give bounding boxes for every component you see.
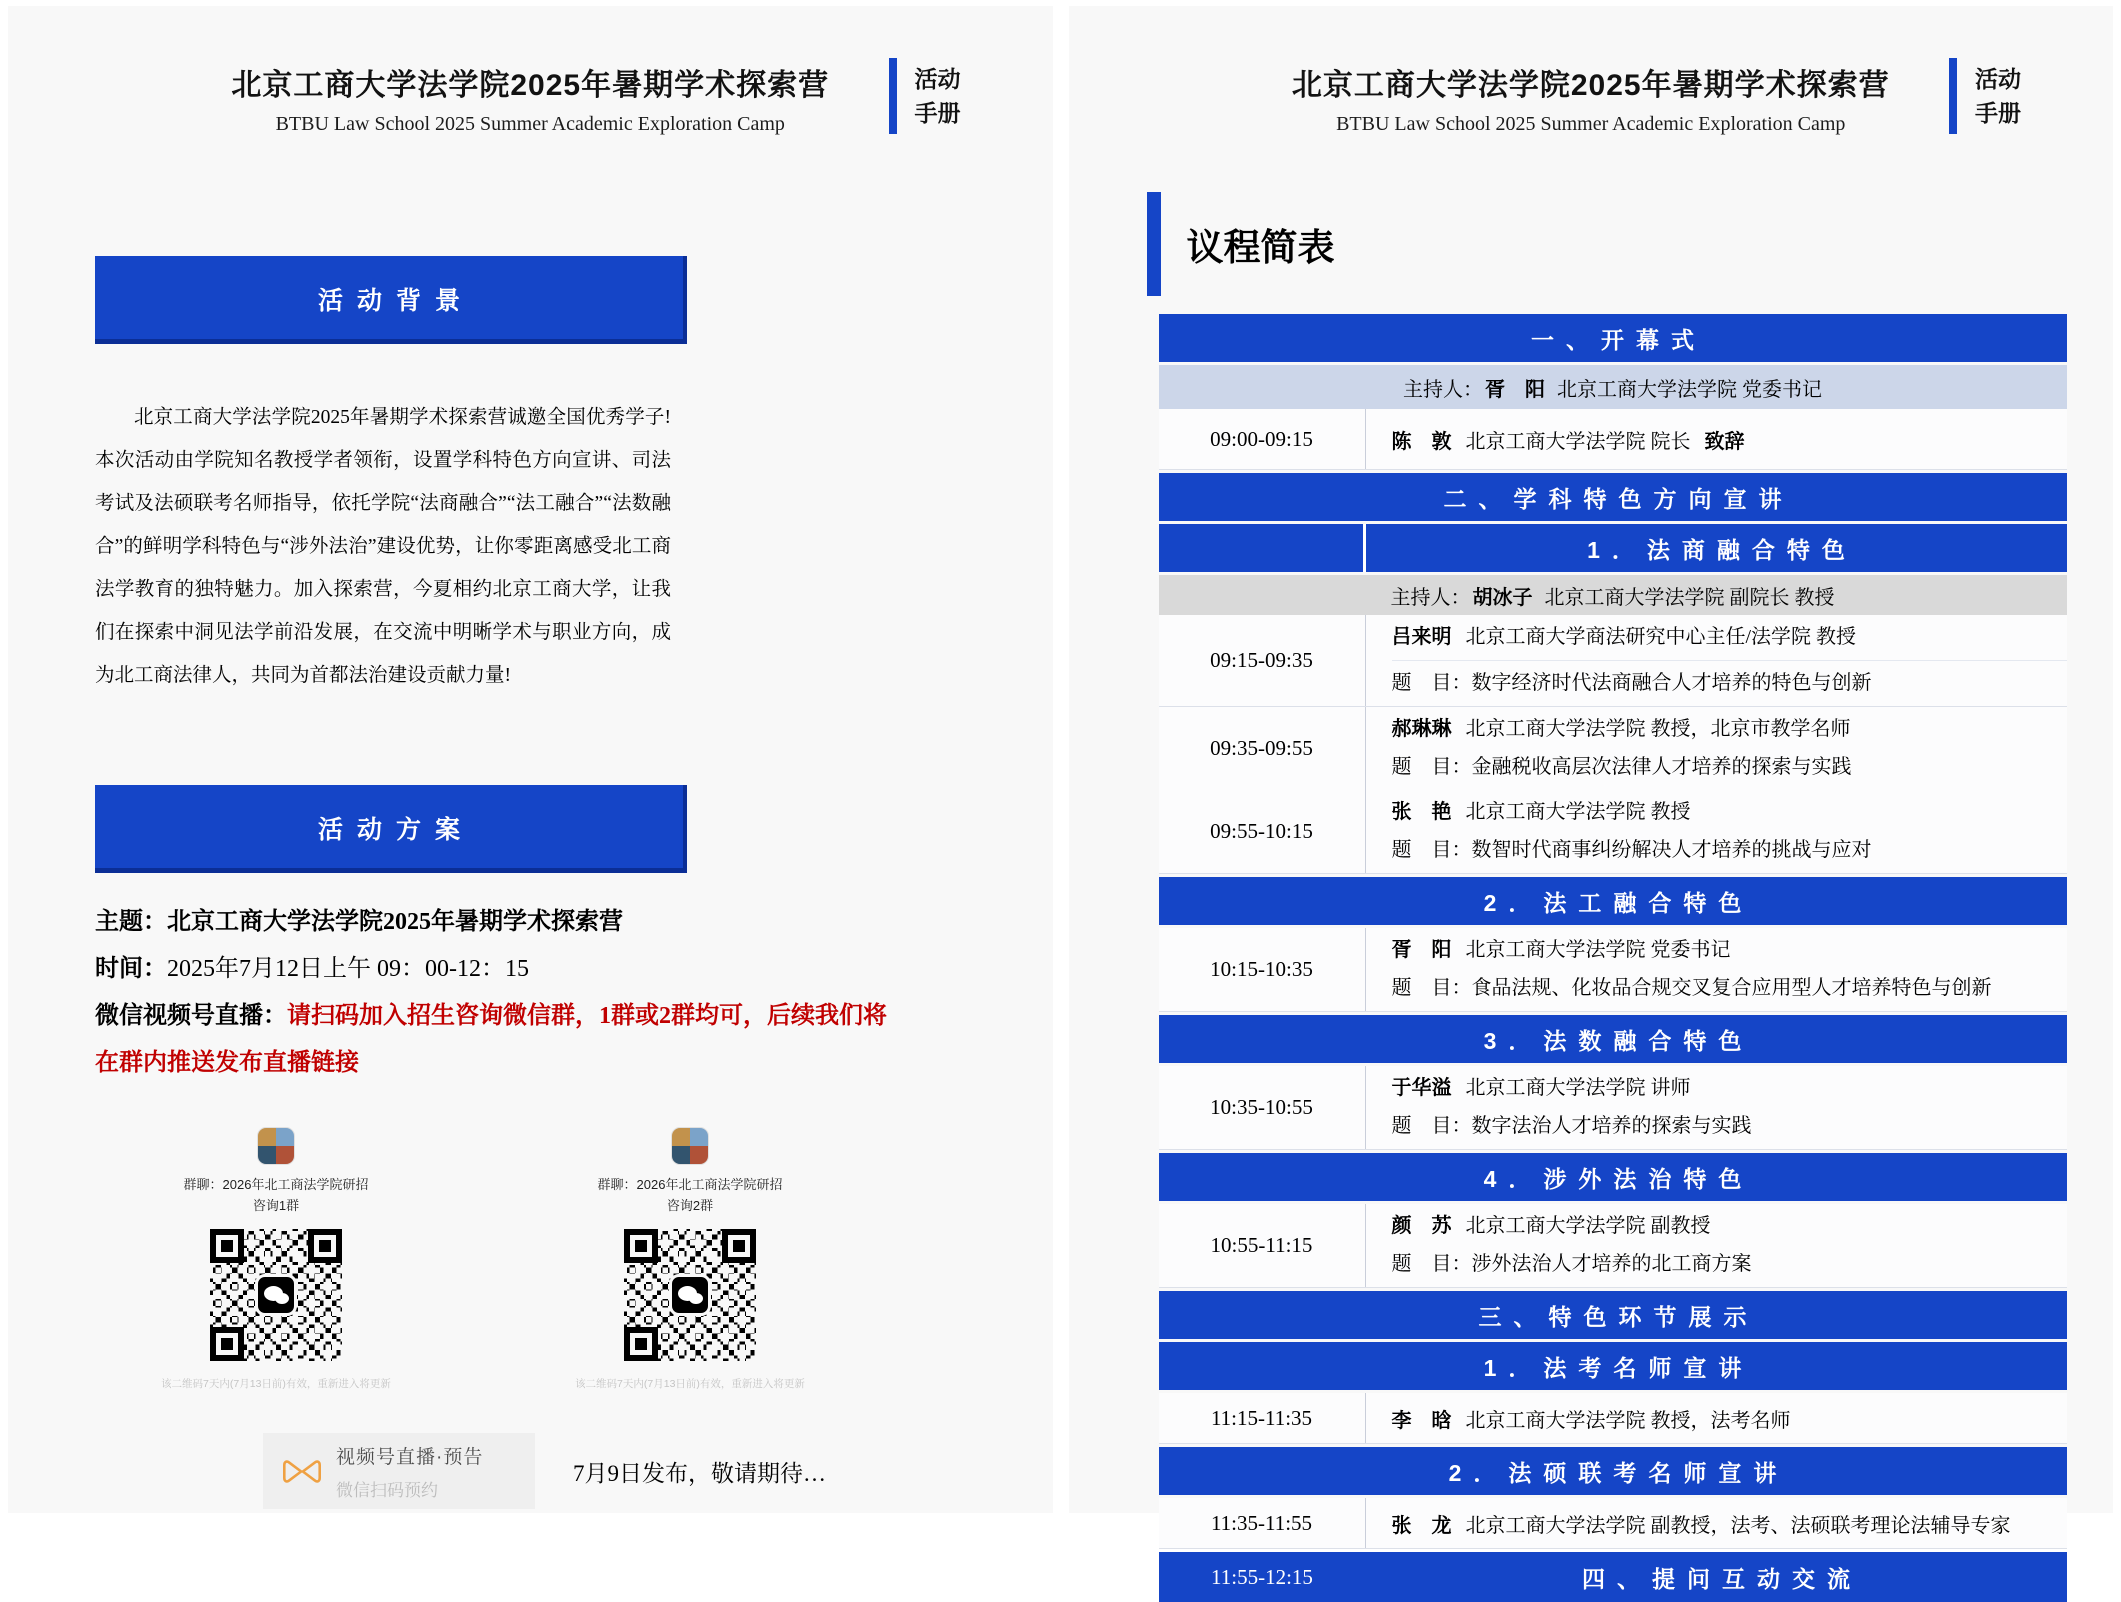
speaker-role-tail: 致辞 [1704, 430, 1745, 453]
booklet-label [1975, 62, 2021, 131]
speaker-affiliation: 北京工商大学法学院 党委书记 [1465, 939, 1731, 961]
moderator-label: 主持人： [1403, 379, 1483, 401]
plan-time-value: 2025年7月12日上午 09：00-12：15 [167, 956, 529, 982]
page-header [1069, 56, 2114, 172]
time-cell: 09:55-10:15 [1159, 790, 1366, 873]
speaker-line [1392, 1074, 2067, 1103]
topic-text: 金融税收高层次法律人才培养的探索与实践 [1471, 756, 1852, 778]
page-left [8, 6, 1053, 1513]
schedule-moderator-row [1159, 365, 2067, 409]
schedule-session-row [1159, 1393, 2067, 1444]
speaker-name: 郝琳琳 [1391, 718, 1452, 740]
qr-finder-icon [722, 1229, 756, 1263]
agenda-heading [1147, 192, 2114, 296]
schedule-banner: 2．法工融合特色 [1159, 877, 2067, 925]
speaker-affiliation: 北京工商大学法学院 院长 [1465, 430, 1691, 453]
plan-live-label: 微信视频号直播： [95, 1003, 287, 1029]
speaker-line [1392, 715, 2067, 744]
topic-line [1392, 753, 2067, 782]
time-cell: 09:35-09:55 [1159, 707, 1366, 790]
qr-caption-line2: 咨询1群 [252, 1198, 300, 1213]
speaker-affiliation: 北京工商大学法学院 副教授，法考、法硕联考理论法辅导专家 [1465, 1514, 2011, 1537]
channels-icon [283, 1458, 321, 1485]
time-cell: 10:35-10:55 [1159, 1066, 1366, 1149]
section-banner-plan: 活动方案 [95, 785, 687, 873]
booklet-line2: 手册 [1975, 100, 2021, 126]
booklet-badge [1949, 58, 2021, 134]
schedule-banner: 2．法硕联考名师宣讲 [1159, 1447, 2067, 1495]
live-card [263, 1433, 535, 1509]
session-body [1366, 928, 2067, 1011]
speaker-line [1392, 623, 2067, 661]
schedule-banner-split [1159, 524, 2067, 572]
page-right [1069, 6, 2114, 1592]
qr-validity-note: 该二维码7天内(7月13日前)有效，重新进入将更新 [575, 1378, 805, 1390]
time-cell: 09:00-09:15 [1159, 409, 1366, 469]
time-cell: 11:15-11:35 [1159, 1393, 1366, 1443]
doc-title: 北京工商大学法学院2025年暑期学术探索营 [231, 69, 830, 102]
speaker-name: 李 晗 [1391, 1409, 1452, 1432]
booklet-line1: 活动 [1975, 65, 2021, 92]
schedule-banner-left-cell [1159, 524, 1366, 572]
speaker-line [1392, 798, 2067, 827]
qr-caption-line1: 群聊：2026年北工商法学院研招 [183, 1177, 369, 1192]
group-avatar-icon [257, 1127, 295, 1165]
speaker-affiliation: 北京工商大学法学院 教授 [1465, 801, 1691, 823]
doc-subtitle: BTBU Law School 2025 Summer Academic Exploration Camp [1336, 113, 1846, 135]
qr-caption-line1: 群聊：2026年北工商法学院研招 [597, 1177, 783, 1192]
speaker-affiliation: 北京工商大学法学院 副教授 [1465, 1215, 1711, 1237]
plan-theme-label: 主题： [95, 909, 167, 935]
topic-line [1392, 836, 2067, 865]
booklet-line1: 活动 [914, 65, 961, 92]
speaker-name: 张 龙 [1391, 1514, 1452, 1537]
wechat-icon [255, 1274, 297, 1316]
topic-label: 题 目： [1391, 977, 1472, 999]
qr-caption [138, 1174, 414, 1216]
qr-finder-icon [308, 1229, 342, 1263]
session-body [1366, 1393, 2067, 1443]
topic-label: 题 目： [1391, 1115, 1472, 1137]
session-body [1366, 615, 2067, 706]
session-body [1366, 1498, 2067, 1548]
schedule-session-row [1159, 707, 2067, 790]
time-cell: 10:55-11:15 [1159, 1204, 1366, 1287]
plan-time-line [95, 946, 887, 993]
topic-text: 数字法治人才培养的探索与实践 [1471, 1115, 1752, 1137]
time-cell: 11:35-11:55 [1159, 1498, 1366, 1548]
plan-theme-line [95, 899, 887, 946]
topic-text: 数智时代商事纠纷解决人才培养的挑战与应对 [1471, 839, 1872, 861]
schedule-banner-opening: 一、开幕式 [1159, 314, 2067, 362]
wechat-icon [669, 1274, 711, 1316]
session-body [1366, 1204, 2067, 1287]
qr-group-1 [138, 1127, 414, 1391]
schedule-session-row [1159, 409, 2067, 470]
schedule-moderator-row [1159, 575, 2067, 615]
topic-text: 涉外法治人才培养的北工商方案 [1471, 1253, 1752, 1275]
schedule-banner-section3: 三、特色环节展示 [1159, 1291, 2067, 1339]
qr-finder-icon [624, 1327, 658, 1361]
topic-line [1392, 1250, 2067, 1279]
doc-title: 北京工商大学法学院2025年暑期学术探索营 [1291, 69, 1890, 102]
speaker-name: 张 艳 [1391, 801, 1452, 823]
topic-label: 题 目： [1391, 1253, 1472, 1275]
schedule-banner-section2: 二、学科特色方向宣讲 [1159, 473, 2067, 521]
booklet-label [915, 62, 961, 131]
schedule-session-row [1159, 928, 2067, 1012]
background-paragraph: 北京工商大学法学院2025年暑期学术探索营诚邀全国优秀学子!本次活动由学院知名教授学者领衔，设置学科特色方向宣讲、司法考试及法硕联考名师指导，依托学院“法商融合”“法工融合”“法数融合”的鲜明学科特色与“涉外法治”建设优势，让你零距离感受北工商法学教育的独特魅力。加入探索营，今夏相约北京工商大学，让我们在探索中洞见法学前沿发展，在交流中明晰学术与职业方向，成为北工商法律人，共同为首都法治建设贡献力量! [95, 407, 671, 686]
schedule-table [1159, 314, 2067, 1602]
topic-label: 题 目： [1391, 756, 1472, 778]
schedule-banner-title: 1．法商融合特色 [1587, 537, 1857, 563]
schedule-session-row [1159, 790, 2067, 874]
live-card-subtitle: 微信扫码预约 [336, 1480, 438, 1500]
qr-code [624, 1229, 756, 1361]
moderator-label: 主持人： [1390, 587, 1471, 609]
topic-label: 题 目： [1391, 672, 1472, 694]
qr-finder-icon [210, 1327, 244, 1361]
live-preview-section [263, 1433, 1053, 1509]
qr-caption [552, 1174, 828, 1216]
live-release-note: 7月9日发布，敬请期待… [573, 1460, 826, 1486]
speaker-name: 颜 苏 [1391, 1215, 1452, 1237]
header-divider-bar [889, 58, 897, 134]
left-content-column [95, 256, 887, 1087]
speaker-name: 胥 阳 [1391, 939, 1452, 961]
qr-finder-icon [624, 1229, 658, 1263]
qr-finder-icon [210, 1229, 244, 1263]
schedule-banner: 1．法考名师宣讲 [1159, 1342, 2067, 1390]
topic-text: 数字经济时代法商融合人才培养的特色与创新 [1471, 672, 1872, 694]
schedule-session-row [1159, 1066, 2067, 1150]
section-banner-background: 活动背景 [95, 256, 687, 344]
schedule-session-row [1159, 1498, 2067, 1549]
topic-line [1392, 1112, 2067, 1141]
schedule-session-row [1159, 615, 2067, 707]
moderator-affiliation: 北京工商大学法学院 副院长 教授 [1544, 587, 1835, 609]
speaker-affiliation: 北京工商大学法学院 讲师 [1465, 1077, 1691, 1099]
final-row-title: 四、提问互动交流 [1582, 1566, 1862, 1592]
time-cell: 09:15-09:35 [1159, 615, 1366, 706]
moderator-name: 胡冰子 [1472, 587, 1533, 609]
topic-label: 题 目： [1391, 839, 1472, 861]
booklet-line2: 手册 [914, 100, 961, 126]
plan-details [95, 899, 887, 1087]
booklet-badge [889, 58, 961, 134]
speaker-name: 陈 敦 [1391, 430, 1452, 453]
session-body [1366, 409, 2067, 469]
topic-line [1392, 669, 2067, 698]
live-card-text [336, 1442, 483, 1501]
agenda-title: 议程简表 [1186, 227, 1335, 268]
agenda-accent-bar [1147, 192, 1161, 296]
schedule-banner: 3．法数融合特色 [1159, 1015, 2067, 1063]
session-body [1366, 707, 2067, 790]
page-header [8, 56, 1053, 172]
speaker-affiliation: 北京工商大学法学院 教授，北京市教学名师 [1465, 718, 1851, 740]
speaker-affiliation: 北京工商大学法学院 教授，法考名师 [1465, 1409, 1791, 1432]
qr-group-2 [552, 1127, 828, 1391]
time-cell: 10:15-10:35 [1159, 928, 1366, 1011]
qr-validity-note: 该二维码7天内(7月13日前)有效，重新进入将更新 [161, 1378, 391, 1390]
qr-code [210, 1229, 342, 1361]
live-card-title: 视频号直播·预告 [336, 1446, 484, 1468]
schedule-final-row [1159, 1552, 2067, 1602]
session-body [1366, 790, 2067, 873]
speaker-name: 于华溢 [1391, 1077, 1452, 1099]
moderator-affiliation: 北京工商大学法学院 党委书记 [1557, 379, 1822, 401]
speaker-name: 吕来明 [1391, 626, 1452, 648]
speaker-line [1392, 1212, 2067, 1241]
qr-caption-line2: 咨询2群 [666, 1198, 714, 1213]
header-divider-bar [1949, 58, 1957, 134]
schedule-banner: 4．涉外法治特色 [1159, 1153, 2067, 1201]
speaker-affiliation: 北京工商大学商法研究中心主任/法学院 教授 [1465, 626, 1857, 648]
group-avatar-icon [671, 1127, 709, 1165]
session-body [1366, 1066, 2067, 1149]
topic-line [1392, 974, 2067, 1003]
schedule-session-row [1159, 1204, 2067, 1288]
plan-live-notice: 请扫码加入招生咨询微信群，1群或2群均可，后续我们将在群内推送发布直播链接 [95, 1003, 887, 1076]
doc-subtitle: BTBU Law School 2025 Summer Academic Exploration Camp [275, 113, 785, 135]
plan-theme-value: 北京工商大学法学院2025年暑期学术探索营 [167, 909, 623, 935]
time-cell: 11:55-12:15 [1211, 1565, 1313, 1589]
topic-text: 食品法规、化妆品合规交叉复合应用型人才培养特色与创新 [1471, 977, 1992, 999]
plan-live-line [95, 993, 887, 1087]
qr-section [138, 1127, 1053, 1391]
plan-time-label: 时间： [95, 956, 167, 982]
moderator-name: 胥 阳 [1485, 379, 1545, 401]
speaker-line [1392, 936, 2067, 965]
